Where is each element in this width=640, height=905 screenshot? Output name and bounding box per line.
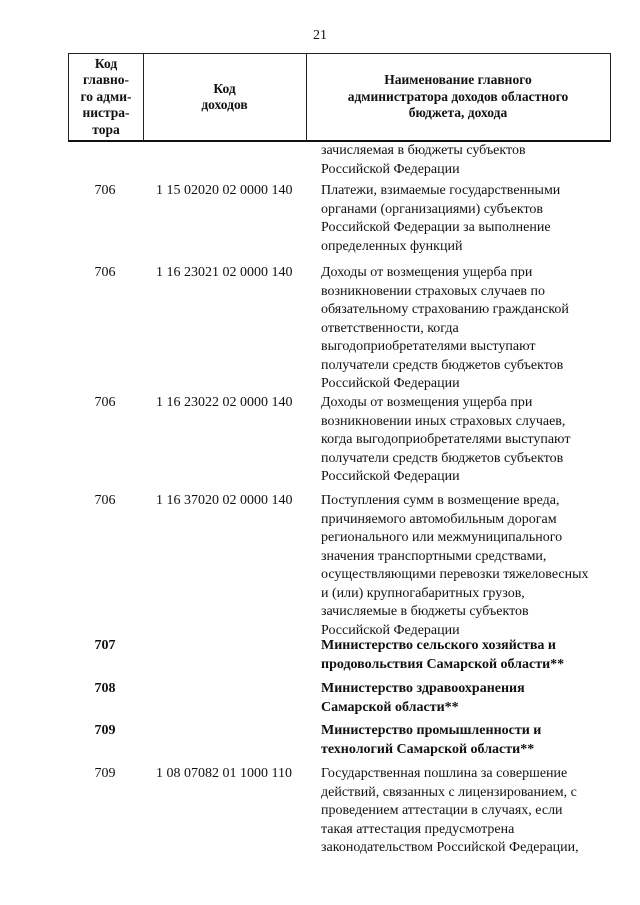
income-name [321, 394, 611, 487]
name-line: выгодоприобретателями выступают [321, 339, 536, 354]
name-line: органами (организациями) субъектов [321, 201, 544, 217]
income-code: 1 08 07082 01 1000 110 [156, 766, 292, 781]
income-name [321, 492, 611, 640]
name-line: проведением аттестации в случаях, если [321, 803, 563, 818]
income-code: 1 16 37020 02 0000 140 [156, 493, 293, 508]
income-name [321, 264, 611, 394]
table-header [68, 53, 611, 142]
admin-code: 709 [94, 723, 116, 738]
income-name [321, 182, 611, 256]
name-line: получатели средств бюджетов субъектов [321, 450, 564, 466]
income-name [321, 142, 611, 179]
name-line: Российской Федерации [321, 469, 460, 484]
income-name [321, 680, 611, 717]
name-line: Доходы от возмещения ущерба при [321, 265, 533, 280]
header-admin-code: Код главно- го адми- нистра- тора [69, 54, 144, 140]
name-line: Российской Федерации [321, 376, 460, 391]
name-line: технологий Самарской области** [321, 741, 535, 757]
income-code: 1 15 02020 02 0000 140 [156, 183, 293, 198]
name-line: Платежи, взимаемые государственными [321, 183, 561, 198]
name-line: ответственности, когда [321, 320, 459, 336]
name-line: определенных функций [321, 238, 463, 254]
name-line: законодательством Российской Федерации, [321, 840, 579, 855]
admin-code: 706 [94, 183, 116, 198]
name-line: Министерство здравоохранения [321, 681, 525, 696]
name-line: Министерство промышленности и [321, 723, 542, 738]
admin-code: 707 [94, 638, 116, 653]
header-name: Наименование главного администратора доходов областного бюджета, дохода [347, 72, 569, 121]
name-line: Самарской области** [321, 699, 459, 715]
income-name [321, 637, 611, 674]
name-line: Российской Федерации [321, 622, 460, 638]
name-line: зачисляемая в бюджеты субъектов [321, 143, 526, 158]
income-name [321, 765, 611, 858]
income-code: 1 16 23022 02 0000 140 [156, 395, 293, 410]
name-line: осуществляющими перевозки тяжеловесных [321, 567, 589, 582]
name-line: Министерство сельского хозяйства и [321, 638, 556, 653]
name-line: обязательному страхованию гражданской [321, 302, 569, 317]
name-line: продовольствия Самарской области** [321, 656, 565, 672]
name-line: Российской Федерации за выполнение [321, 220, 551, 235]
name-line: возникновении страховых случаев по [321, 283, 546, 299]
name-line: причиняемого автомобильным дорогам [321, 511, 557, 527]
admin-code: 709 [94, 766, 116, 781]
income-name [321, 722, 611, 759]
name-line: значения транспортными средствами, [321, 548, 547, 564]
name-line: и (или) крупногабаритных грузов, [321, 585, 525, 601]
header-income-code: Код доходов [143, 54, 307, 140]
name-line: Доходы от возмещения ущерба при [321, 395, 533, 410]
name-line: Государственная пошлина за совершение [321, 766, 568, 781]
name-line: действий, связанных с лицензированием, с [321, 784, 577, 800]
admin-code: 708 [94, 681, 116, 696]
name-line: регионального или межмуниципального [321, 530, 563, 545]
admin-code: 706 [94, 493, 116, 508]
name-line: Поступления сумм в возмещение вреда, [321, 493, 560, 508]
name-line: Российской Федерации [321, 161, 460, 177]
page-number: 21 [313, 28, 327, 43]
name-line: возникновении иных страховых случаев, [321, 413, 566, 429]
name-line: такая аттестация предусмотрена [321, 821, 515, 837]
name-line: зачисляемые в бюджеты субъектов [321, 604, 529, 619]
income-code: 1 16 23021 02 0000 140 [156, 265, 293, 280]
name-line: получатели средств бюджетов субъектов [321, 357, 564, 373]
admin-code: 706 [94, 395, 116, 410]
name-line: когда выгодоприобретателями выступают [321, 432, 571, 447]
admin-code: 706 [94, 265, 116, 280]
